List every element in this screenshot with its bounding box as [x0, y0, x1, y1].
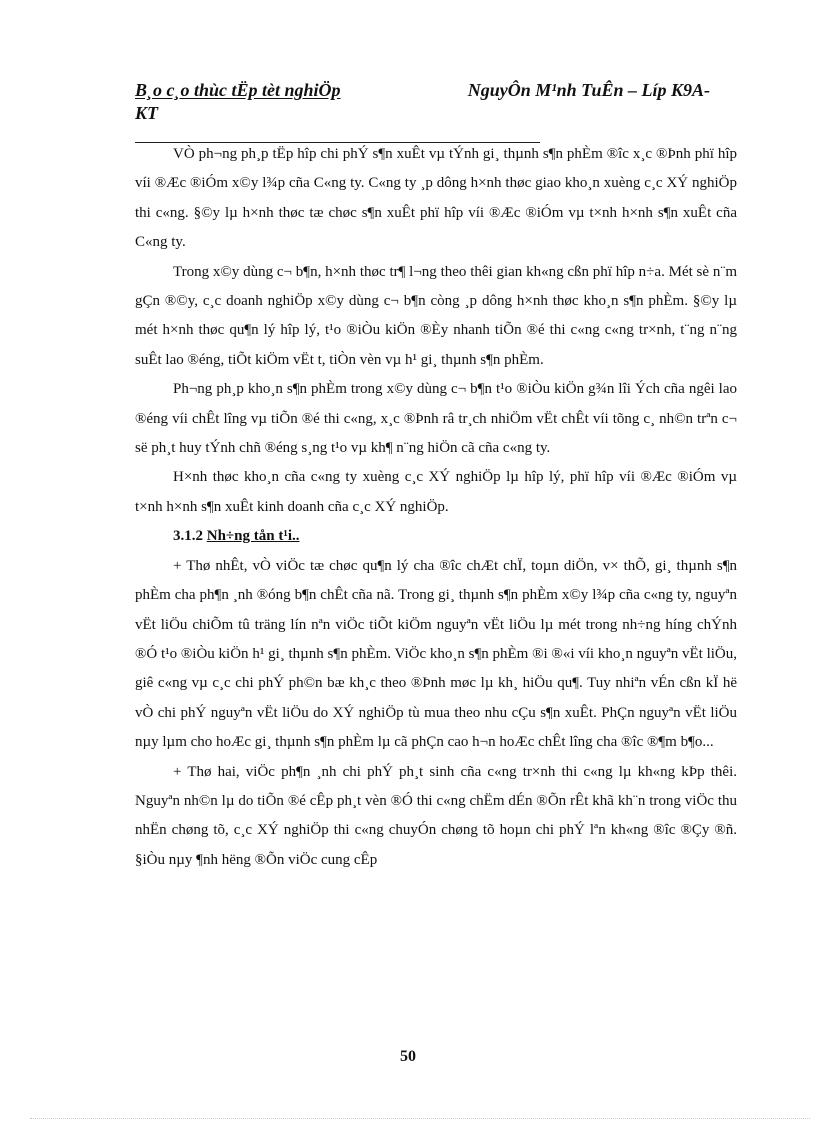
- section-title: Nh÷ng tån t¹i..: [206, 528, 300, 545]
- report-title: B¸o c¸o thùc tËp tèt nghiÖp: [135, 80, 341, 100]
- paragraph: + Thø nhÊt, vÒ viÖc tæ chøc qu¶n lý cha ®îc chÆt chÏ, toµn diÖn, v× thÕ, gi¸ thµnh s¶n phÈm cha ph¶n ¸nh ®óng b¶n chÊt cña nã. Trong gi¸ thµnh s¶n phÈm x©y l¾p cña c«ng ty, nguyªn vËt liÖu chiÕm tû träng lín nªn viÖc tiÕt kiÖm nguyªn vËt liÖu lµ mét trong nh÷ng híng chÝnh ®Ó t¹o ®iÒu kiÖn h¹ gi¸ thµnh s¶n phÈm. ViÖc kho¸n s¶n phÈm ®i ®«i víi kho¸n nguyªn vËt liÖu, giê c«ng vµ c¸c chi phÝ ph©n bæ kh¸c theo ®Þnh møc lµ kh¸ hiÖu qu¶. Tuy nhiªn vÉn cßn kÏ hë vÒ chi phÝ nguyªn vËt liÖu do XÝ nghiÖp tù mua theo nhu cÇu s¶n xuÊt. PhÇn nguyªn vËt liÖu nµy lµm cho hoÆc gi¸ thµnh s¶n phÈm lµ cã phÇn cao h¬n hoÆc chÊt lîng cha ®îc ®¶m b¶o...: [135, 557, 737, 751]
- section-number: 3.1.2: [173, 528, 203, 545]
- body-text: [135, 140, 737, 875]
- paragraph: + Thø hai, viÖc ph¶n ¸nh chi phÝ ph¸t sinh cña c«ng tr×nh thi c«ng lµ kh«ng kÞp thêi. Nguyªn nh©n lµ do tiÕn ®é cÊp ph¸t vèn ®Ó thi c«ng chËm dÉn ®Õn rÊt khã kh¨n trong viÖc thu nhËn chøng tõ, c¸c XÝ nghiÖp thi c«ng chuyÓn chøng tõ hoµn chi phÝ lªn kh«ng ®îc ®Çy ®ñ. §iÒu nµy ¶nh hëng ®Õn viÖc cung cÊp: [135, 763, 737, 868]
- section-heading: [135, 522, 737, 551]
- paragraph: Trong x©y dùng c¬ b¶n, h×nh thøc tr¶ l¬ng theo thêi gian kh«ng cßn phï hîp n÷a. Mét sè n¨m gÇn ®©y, c¸c doanh nghiÖp x©y dùng c¬ b¶n còng ¸p dông h×nh thøc kho¸n s¶n phÈm. §©y lµ mét h×nh thøc qu¶n lý hîp lý, t¹o ®iÒu kiÖn ®Èy nhanh tiÕn ®é thi c«ng c«ng tr×nh, t¨ng n¨ng suÊt lao ®éng, tiÕt kiÖm vËt t, tiÒn vèn vµ h¹ gi¸ thµnh s¶n phÈm.: [135, 263, 737, 368]
- paragraph: H×nh thøc kho¸n cña c«ng ty xuèng c¸c XÝ nghiÖp lµ hîp lý, phï hîp víi ®Æc ®iÓm vµ t×nh h×nh s¶n xuÊt kinh doanh cña c¸c XÝ nghiÖp.: [135, 469, 737, 515]
- author-class-continuation: KT: [135, 103, 159, 123]
- page-header: [135, 80, 710, 124]
- page-number: 50: [400, 1048, 416, 1065]
- paragraph: VÒ ph¬ng ph¸p tËp hîp chi phÝ s¶n xuÊt vµ tÝnh gi¸ thµnh s¶n phÈm ®îc x¸c ®Þnh phï hîp víi ®Æc ®iÓm x©y l¾p cña C«ng ty. C«ng ty ¸p dông h×nh thøc giao kho¸n xuèng c¸c XÝ nghiÖp thi c«ng. §©y lµ h×nh thøc tæ chøc s¶n xuÊt phï hîp víi ®Æc ®iÓm vµ t×nh h×nh s¶n xuÊt cña C«ng ty.: [135, 146, 737, 251]
- bottom-dotted-divider: [30, 1118, 810, 1119]
- paragraph: Ph¬ng ph¸p kho¸n s¶n phÈm trong x©y dùng c¬ b¶n t¹o ®iÒu kiÖn g¾n lîi Ých cña ngêi lao ®éng víi chÊt lîng vµ tiÕn ®é thi c«ng, x¸c ®Þnh râ tr¸ch nhiÖm vËt chÊt víi tõng c¸ nh©n trªn c¬ së ph¸t huy tÝnh chñ ®éng s¸ng t¹o vµ kh¶ n¨ng hiÖn cã cña c«ng ty.: [135, 381, 737, 457]
- author-class: NguyÔn M¹nh TuÊn – Líp K9A-: [467, 80, 710, 100]
- header-line: [135, 80, 710, 101]
